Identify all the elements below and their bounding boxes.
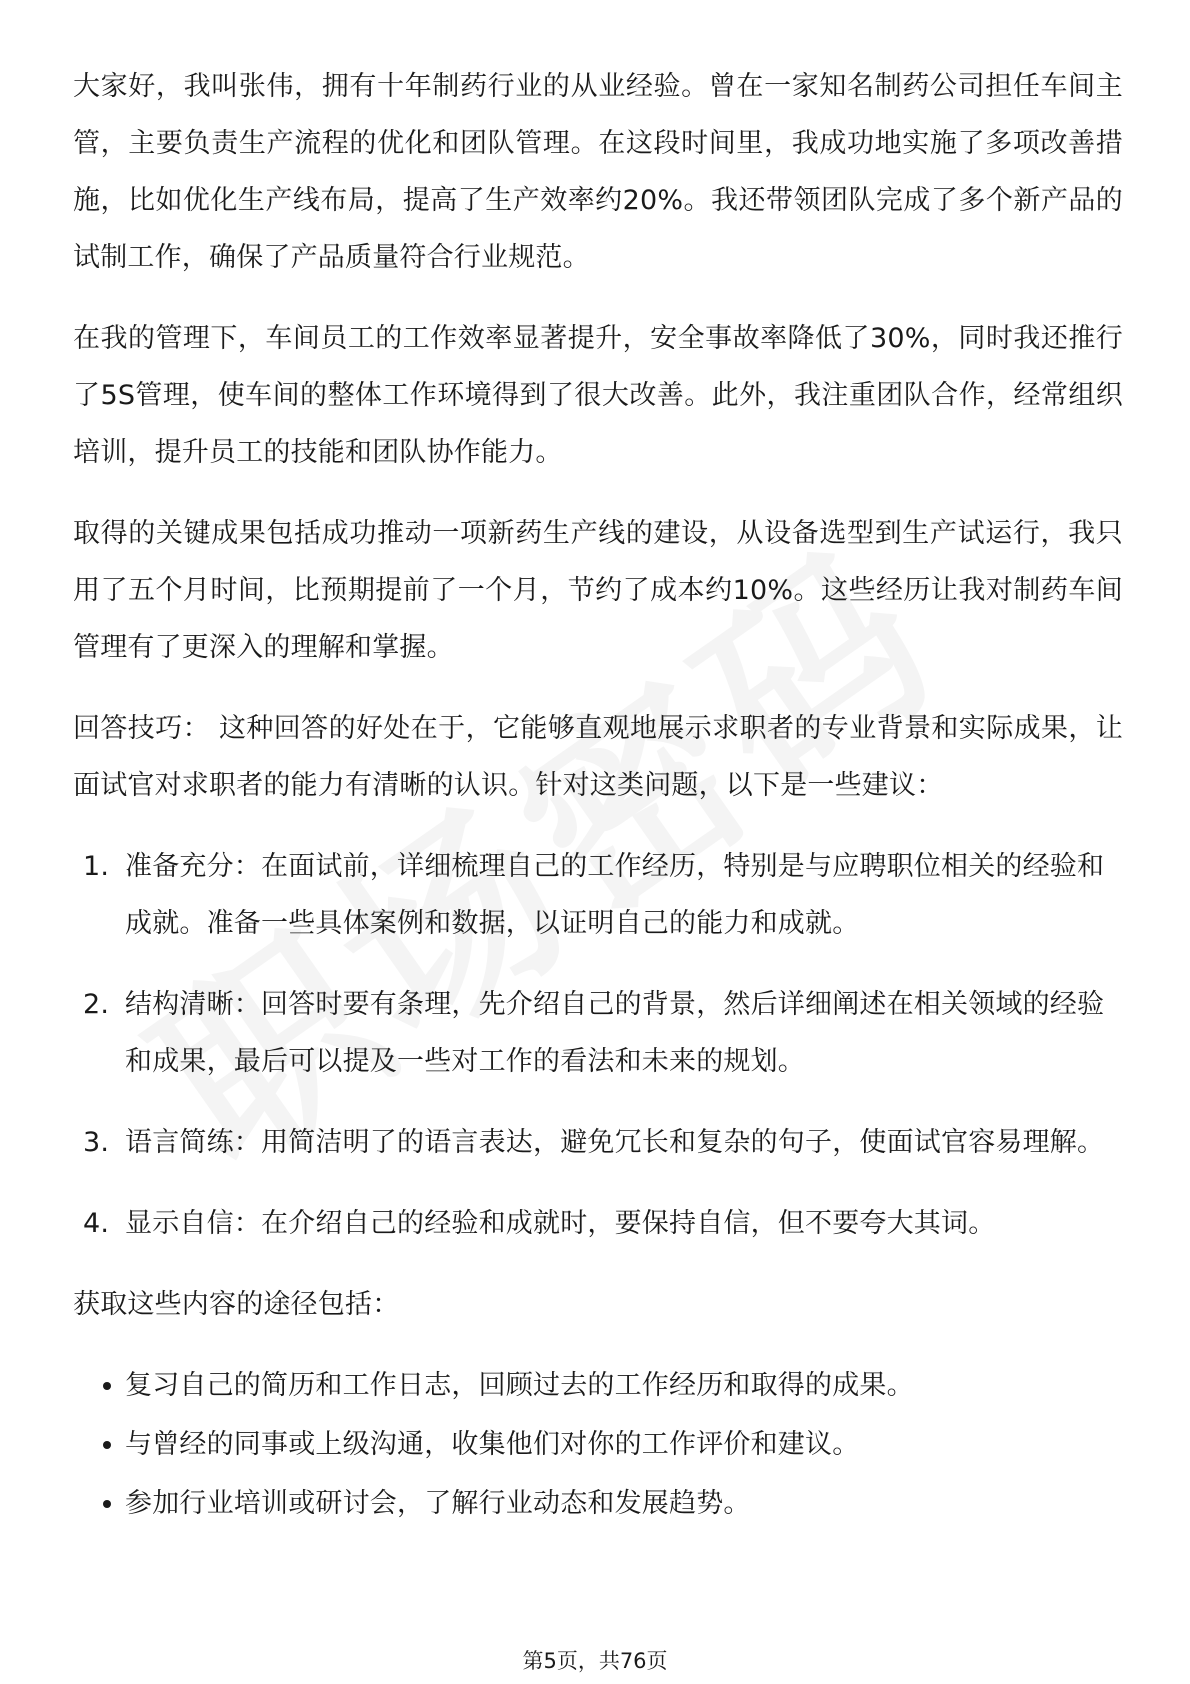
document-body (73, 58, 1123, 1534)
list-item (73, 838, 1123, 952)
list-number: 1. (83, 851, 110, 882)
list-item (73, 1195, 1123, 1252)
list-item-text: 显示自信：在介绍自己的经验和成就时，要保持自信，但不要夸大其词。 (125, 1208, 996, 1239)
page-number: 第5页，共76页 (522, 1649, 668, 1673)
list-number: 2. (83, 989, 110, 1020)
bullet-icon (103, 1382, 111, 1390)
list-item (73, 1357, 1123, 1414)
list-number: 4. (83, 1208, 110, 1239)
list-item-text: 语言简练：用简洁明了的语言表达，避免冗长和复杂的句子，使面试官容易理解。 (125, 1127, 1105, 1158)
tips-list (73, 838, 1123, 1252)
paragraph-achievements: 取得的关键成果包括成功推动一项新药生产线的建设，从设备选型到生产试运行，我只用了五个月时间，比预期提前了一个月，节约了成本约10%。这些经历让我对制药车间管理有了更深入的理解和掌握。 (73, 518, 1123, 663)
bullet-icon (103, 1500, 111, 1508)
list-item-text: 参加行业培训或研讨会，了解行业动态和发展趋势。 (125, 1488, 751, 1519)
list-item-text: 准备充分：在面试前，详细梳理自己的工作经历，特别是与应聘职位相关的经验和成就。准备一些具体案例和数据，以证明自己的能力和成就。 (125, 851, 1105, 939)
list-item (73, 976, 1123, 1090)
list-item (73, 1475, 1123, 1532)
paragraph-intro: 大家好，我叫张伟，拥有十年制药行业的从业经验。曾在一家知名制药公司担任车间主管，主要负责生产流程的优化和团队管理。在这段时间里，我成功地实施了多项改善措施，比如优化生产线布局，提高了生产效率约20%。我还带领团队完成了多个新产品的试制工作，确保了产品质量符合行业规范。 (73, 71, 1123, 273)
list-item (73, 1114, 1123, 1171)
list-item-text: 复习自己的简历和工作日志，回顾过去的工作经历和取得的成果。 (125, 1370, 914, 1401)
list-item (73, 1416, 1123, 1473)
paragraph-answer-tips: 回答技巧： 这种回答的好处在于，它能够直观地展示求职者的专业背景和实际成果，让面试官对求职者的能力有清晰的认识。针对这类问题，以下是一些建议： (73, 713, 1123, 801)
list-item-text: 与曾经的同事或上级沟通，收集他们对你的工作评价和建议。 (125, 1429, 860, 1460)
sources-intro: 获取这些内容的途径包括： (73, 1289, 400, 1320)
list-item-text: 结构清晰：回答时要有条理，先介绍自己的背景，然后详细阐述在相关领域的经验和成果，最后可以提及一些对工作的看法和未来的规划。 (125, 989, 1105, 1077)
sources-list (73, 1357, 1123, 1532)
bullet-icon (103, 1441, 111, 1449)
list-number: 3. (83, 1127, 110, 1158)
paragraph-management: 在我的管理下，车间员工的工作效率显著提升，安全事故率降低了30%，同时我还推行了5S管理，使车间的整体工作环境得到了很大改善。此外，我注重团队合作，经常组织培训，提升员工的技能和团队协作能力。 (73, 323, 1123, 468)
